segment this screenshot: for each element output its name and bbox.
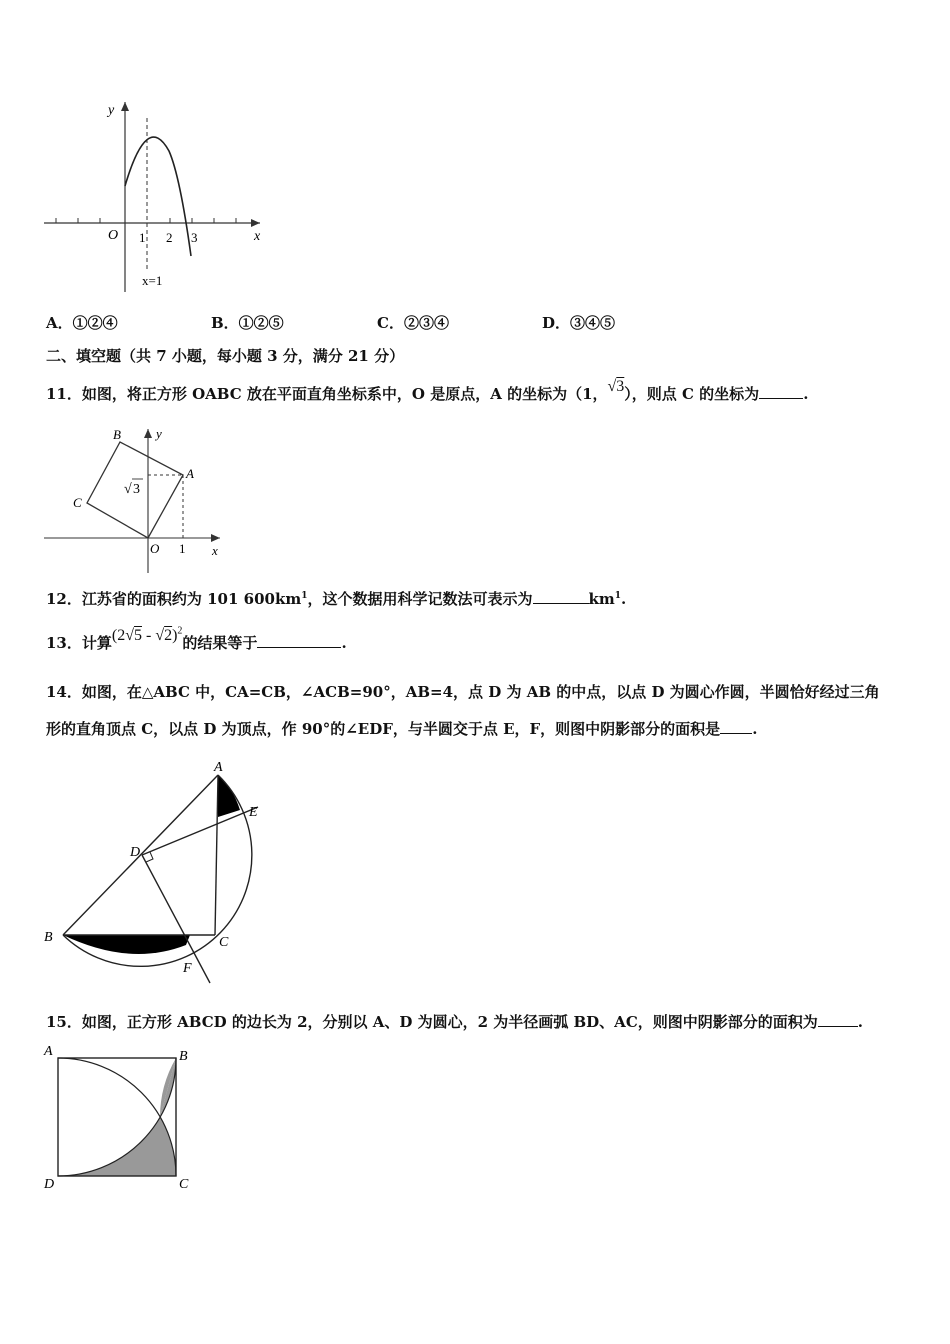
question-15 [46, 1011, 863, 1032]
label-sqrt3: 3 [133, 482, 140, 497]
tick-label-1: 1 [139, 230, 146, 245]
sqrt-sign: √ [124, 482, 132, 497]
question-11 [46, 378, 809, 404]
label-x: x [212, 543, 218, 558]
q11-prefix: 11．如图，将正方形 OABC 放在平面直角坐标系中，O 是原点，A 的坐标为（1， [46, 385, 608, 403]
q12-end: . [621, 590, 627, 608]
answer-blank[interactable] [257, 633, 341, 648]
q14-text: 形的直角顶点 C，以点 D 为顶点，作 90°的∠EDF，与半圆交于点 E，F，则图中阴影部分的面积是 [46, 720, 721, 738]
label-c: C [73, 495, 82, 510]
q11-sqrt3: √3 [607, 378, 625, 395]
answer-blank[interactable] [818, 1012, 858, 1027]
tick-label-2: 2 [166, 230, 173, 245]
label-d: D [44, 1177, 55, 1192]
label-c: C [179, 1177, 189, 1192]
answer-blank[interactable] [533, 589, 589, 604]
q15-end: . [857, 1013, 863, 1031]
origin-label: O [108, 228, 119, 243]
label-d: D [130, 845, 141, 860]
label-one: 1 [179, 541, 186, 556]
y-axis-label: y [108, 103, 115, 118]
option-a: A．①②④ [46, 314, 118, 332]
label-b: B [44, 930, 53, 945]
option-c: C．②③④ [377, 314, 449, 332]
q13-formula: (2√5 - √2)$^2$ [111, 625, 183, 644]
label-e: E [249, 805, 258, 820]
label-c: C [219, 935, 229, 950]
q13-prefix: 13．计算 [46, 634, 112, 652]
label-f: F [183, 961, 192, 976]
label-b: B [113, 427, 121, 442]
q11-end: . [803, 385, 809, 403]
symmetry-axis-label: x=1 [142, 273, 163, 288]
option-b: B．①②⑤ [211, 314, 284, 332]
q14-semicircle-figure [40, 755, 270, 987]
q12-unit: km [588, 590, 615, 608]
option-d: D．③④⑤ [542, 314, 616, 332]
question-12 [46, 588, 626, 609]
q12-middle: ，这个数据用科学记数法可表示为 [307, 590, 533, 608]
q12-prefix: 12．江苏省的面积约为 101 600km [46, 590, 302, 608]
tick-label-3: 3 [191, 230, 198, 245]
question-14-line1: 14．如图，在△ABC 中，CA=CB，∠ACB=90°，AB=4，点 D 为 AB 的中点，以点 D 为圆心作圆，半圆恰好经过三角 [46, 683, 880, 701]
q14-end: . [752, 720, 758, 738]
q12-sup2: 1 [614, 591, 622, 601]
label-a: A [186, 466, 194, 481]
q13-end: . [341, 634, 347, 652]
x-axis-label: x [254, 229, 261, 244]
label-y: y [156, 426, 162, 441]
q15-text: 15．如图，正方形 ABCD 的边长为 2，分别以 A、D 为圆心，2 为半径画弧 BD、AC，则图中阴影部分的面积为 [46, 1013, 818, 1031]
answer-blank[interactable] [720, 719, 752, 734]
question-13 [46, 625, 347, 653]
q11-suffix: ），则点 C 的坐标为 [624, 385, 760, 403]
q11-square-figure [40, 425, 230, 575]
q10-parabola-figure [40, 96, 270, 296]
q13-suffix: 的结果等于 [182, 634, 258, 652]
answer-blank[interactable] [759, 384, 803, 399]
question-14-line2 [46, 718, 757, 739]
label-o: O [150, 541, 160, 556]
label-a: A [214, 760, 223, 775]
label-b: B [179, 1049, 188, 1064]
q12-sup1: 1 [301, 591, 308, 601]
q15-square-figure [40, 1040, 200, 1192]
section-title: 二、填空题（共 7 小题，每小题 3 分，满分 21 分） [46, 347, 405, 365]
label-a: A [44, 1044, 53, 1059]
